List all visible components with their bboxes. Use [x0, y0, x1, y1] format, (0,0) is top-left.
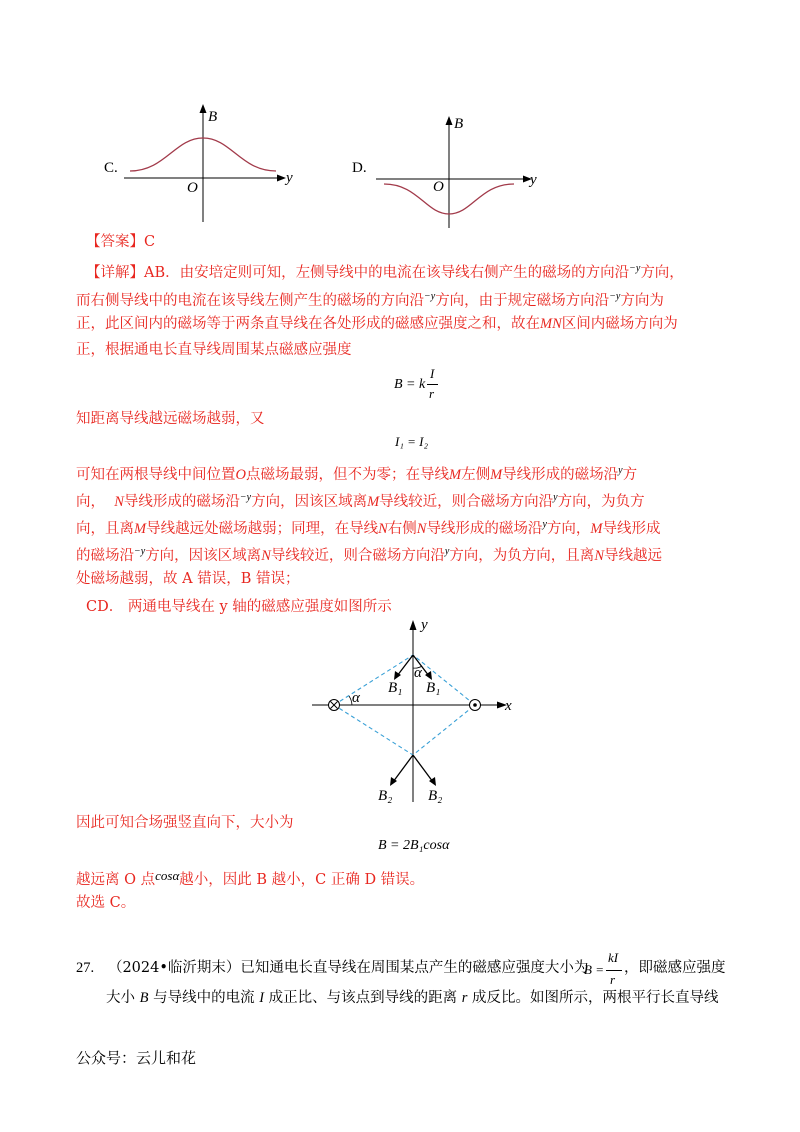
fraction-bar	[606, 970, 622, 971]
b1-left-label: B₁	[388, 680, 403, 696]
detail-label: 【详解】	[86, 265, 144, 281]
detail-text: 而右侧导线中的电流在该导线左侧产生的磁场的方向沿	[76, 293, 424, 309]
p-text: 越远离 O 点	[76, 872, 156, 888]
line-choose: 故选 C。	[76, 895, 136, 911]
q-text: 大小	[106, 990, 135, 1006]
graph-c-origin: O	[187, 180, 198, 196]
p-text: 导线越远处磁场越弱；同理，在导线	[146, 521, 379, 537]
b2-left-vector	[393, 755, 413, 782]
math-var: N	[594, 548, 604, 564]
field-diagram	[300, 614, 530, 806]
formula-den: r	[610, 972, 616, 987]
math-var: M	[590, 521, 603, 537]
b2-right-label: B₂	[428, 788, 443, 804]
math-sup: −y	[134, 546, 146, 557]
formula-lhs: B =	[584, 962, 604, 977]
p-text: 点磁场最弱，但不为零；在导线	[245, 467, 449, 483]
p-text: 左侧	[461, 467, 491, 483]
detail-text: 方向为	[620, 293, 664, 309]
option-c-label: C.	[104, 160, 118, 176]
detail-text: 正，此区间内的磁场等于两条直导线在各处形成的磁感应强度之和，故在	[76, 316, 540, 332]
fraction-bar	[427, 384, 438, 385]
p-text: 导线较近，则合磁场方向沿	[270, 548, 445, 564]
math-var: M	[134, 521, 147, 537]
q27-line-1	[76, 958, 588, 978]
formula-i1-i2: I₁ = I₂	[395, 434, 428, 449]
p-text: 导线形成	[602, 521, 661, 537]
p-text: 越小，因此 B 越小，C 正确 D 错误。	[179, 872, 425, 888]
math-var: MN	[540, 316, 562, 332]
math-var: M	[448, 467, 462, 483]
formula-num: I	[430, 366, 435, 381]
p-text: 右侧	[387, 521, 417, 537]
math-var: O	[235, 467, 246, 483]
p-text: 导线形成的磁场沿	[123, 494, 240, 510]
formula-num: kI	[608, 950, 619, 965]
math-var: M	[367, 494, 380, 510]
detail-text: 区间内磁场方向为	[561, 316, 678, 332]
math-cos: cosα	[155, 868, 180, 883]
p-text: 导线越远	[603, 548, 662, 564]
math-sup: y	[553, 492, 558, 503]
math-sup: −y	[609, 291, 621, 302]
alpha-left-label: α	[352, 690, 360, 706]
formula-b-2b1-cos: B = 2B₁cosα	[378, 838, 450, 853]
p-text: 的磁场沿	[76, 548, 134, 564]
p-text: 方向，	[546, 521, 591, 537]
math-sup: y	[542, 519, 547, 530]
math-sup: −y	[424, 291, 436, 302]
p-text: 导线较近，则合磁场方向沿	[379, 494, 554, 510]
answer-line	[86, 232, 155, 252]
formula-eq: = k	[406, 377, 426, 392]
math-var: N	[261, 548, 271, 564]
p-text: 导线形成的磁场沿	[502, 467, 619, 483]
diagram-y-label: y	[421, 617, 428, 633]
line-far: 知距离导线越远磁场越弱，又	[76, 411, 265, 427]
option-d-label: D.	[352, 160, 367, 176]
q-text: 与导线中的电流	[153, 990, 255, 1006]
diagram-y-arrow	[410, 620, 417, 630]
detail-line-1	[86, 259, 684, 283]
formula-var: B	[394, 377, 403, 392]
p-text: 向，	[76, 494, 105, 510]
b2-left-label: B₂	[378, 788, 393, 804]
p-text: 方向，为负方向，且离	[449, 548, 595, 564]
math-var: N	[416, 521, 427, 537]
graph-d	[370, 110, 550, 230]
detail-text: 方向，由于规定磁场方向沿	[435, 293, 610, 309]
math-var: N	[378, 521, 388, 537]
detail-line-4	[76, 340, 352, 360]
math-var: r	[461, 990, 468, 1006]
detail-text: 方向，	[640, 265, 684, 281]
p-text: 可知在两根导线中间位置	[76, 467, 236, 483]
alpha-top-label: α	[414, 665, 422, 681]
math-var: N	[114, 494, 124, 510]
detail-line-2	[76, 287, 664, 311]
math-sup: y	[444, 546, 450, 557]
graph-c-y-arrow	[200, 104, 207, 113]
formula-den: r	[429, 386, 435, 401]
p2-line-2	[76, 488, 645, 512]
p-text: 方向，为负方	[557, 494, 645, 510]
math-var: I	[259, 990, 265, 1006]
math-sup: −y	[239, 492, 252, 503]
math-sup: −y	[629, 263, 641, 274]
detail-text: 正，根据通电长直导线周围某点磁感应强度	[76, 342, 352, 358]
graph-c-b-label: B	[208, 109, 218, 125]
graph-d-origin: O	[433, 179, 444, 195]
p2-line-3	[76, 515, 660, 539]
detail-text: AB．由安培定则可知，左侧导线中的电流在该导线右侧产生的磁场的方向沿	[144, 265, 630, 281]
p-text: 方	[622, 467, 638, 483]
answer-value: C	[144, 234, 156, 250]
question-number: 27.	[76, 960, 95, 976]
q27-line-1-end: ，即磁感应强度	[624, 960, 726, 976]
cd-line: CD． 两通电导线在 y 轴的磁感应强度如图所示	[86, 599, 392, 615]
b2-right-vector	[413, 755, 433, 782]
math-var: B	[139, 990, 149, 1006]
p2-line-4	[76, 542, 662, 566]
graph-c	[120, 100, 300, 225]
p2-line-1	[76, 461, 637, 485]
p-text: 方向，因该区域离	[251, 494, 368, 510]
line-far-2	[76, 866, 424, 890]
q-text: 成正比、与该点到导线的距离	[268, 990, 458, 1006]
b1-right-label: B₁	[426, 680, 441, 696]
math-var: M	[490, 467, 503, 483]
p-text: 导线形成的磁场沿	[426, 521, 543, 537]
detail-line-3	[76, 314, 678, 334]
p-text: 向，且离	[76, 521, 134, 537]
graph-d-b-label: B	[454, 116, 464, 132]
p-text: 方向，因该区域离	[145, 548, 262, 564]
q27-line-2	[106, 988, 719, 1008]
b1-left-vector	[397, 655, 413, 676]
graph-d-y-label: y	[530, 172, 537, 188]
q-text: （2024•临沂期末）已知通电长直导线在周围某点产生的磁感应强度大小为	[107, 960, 589, 976]
q-text: 成反比。如图所示，两根平行长直导线	[472, 990, 719, 1006]
diagram-x-label: x	[505, 698, 512, 714]
footer-text: 公众号：云儿和花	[76, 1049, 197, 1067]
graph-c-x-arrow	[277, 175, 286, 182]
graph-d-y-arrow	[446, 116, 453, 125]
math-sup: y	[618, 465, 623, 476]
line-direction: 因此可知合场强竖直向下，大小为	[76, 815, 294, 831]
p2-line-5: 处磁场越弱，故 A 错误，B 错误；	[76, 571, 300, 587]
graph-c-y-label: y	[286, 170, 293, 186]
answer-label: 【答案】	[86, 234, 144, 250]
